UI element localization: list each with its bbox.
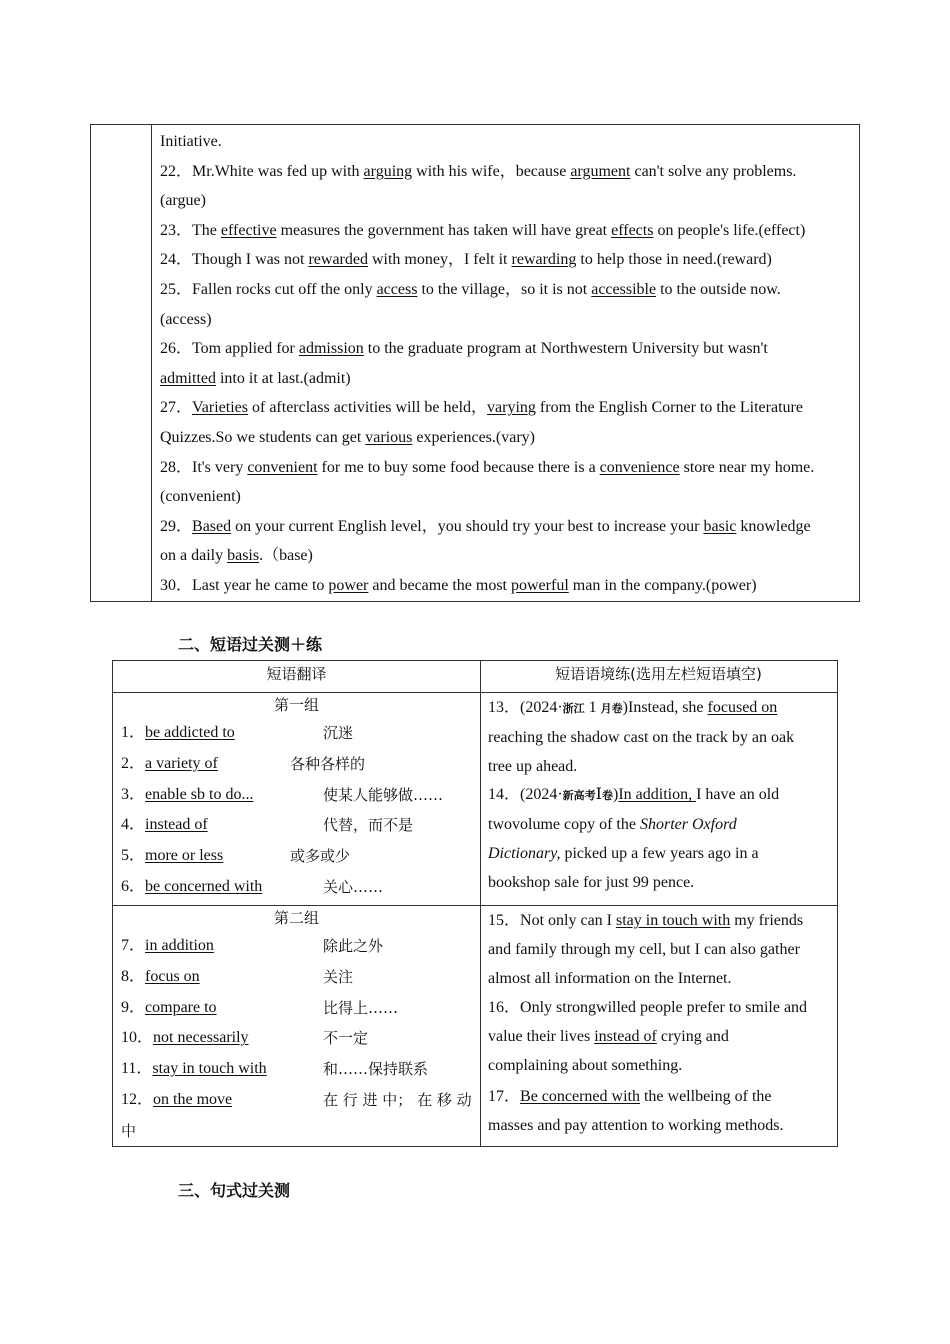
header-phrase-translation: 短语翻译	[266, 665, 327, 683]
example-16: 16．Only strongwilled people prefer to smile and value their lives instead of crying and complaining about something.	[488, 999, 808, 1074]
phrase-row: 8．focus on 关注	[121, 967, 354, 986]
list-item: Initiative.	[160, 133, 222, 150]
example-15: 15．Not only can I stay in touch with my friends and family through my cell, but I can also gather almost all information on the Internet.	[488, 912, 804, 987]
list-item: 25．Fallen rocks cut off the only access to the village，so it is not accessible to the outside now.	[160, 280, 781, 298]
group-title: 第二组	[273, 909, 319, 927]
section-3-heading: 三、句式过关测	[178, 1181, 291, 1200]
phrase-group-2: 第二组 7．in addition 除此之外 8．focus on 关注 9．compare to 比得上…… 10．not necessarily 不一定 11．stay in touch with 和……保持联系 12．on the move 在 行 进 中； 在 移 动 中	[113, 905, 480, 1147]
list-item: 26．Tom applied for admission to the graduate program at Northwestern University but wasn't	[160, 340, 768, 358]
list-item: 28．It's very convenient for me to buy some food because there is a convenience store near my home.	[160, 458, 815, 476]
table-divider	[480, 661, 481, 1146]
phrase-row: 2．a variety of 各种各样的	[121, 754, 366, 773]
list-item: 27．Varieties of afterclass activities will be held，varying from the English Corner to the Literature	[160, 399, 803, 417]
list-item: 30．Last year he came to power and became the most powerful man in the company.(power)	[160, 576, 757, 594]
table-left-column	[91, 125, 152, 601]
header-phrase-context: 短语语境练(选用左栏短语填空)	[555, 665, 762, 683]
phrase-row: 4．instead of 代替，而不是	[121, 816, 414, 835]
phrase-group-1	[113, 692, 480, 903]
phrase-row: 1．be addicted to 沉迷	[121, 724, 354, 742]
phrase-row: 9．compare to 比得上……	[121, 998, 399, 1017]
phrase-row: 12．on the move 在 行 进 中； 在 移 动	[121, 1090, 472, 1109]
phrase-row: 10．not necessarily 不一定	[121, 1029, 369, 1048]
example-13: 13．(2024·浙江 1 月卷)Instead, she focused on reaching the shadow cast on the track by an oak tree up ahead.	[488, 699, 795, 775]
group-title: 第一组	[273, 696, 319, 714]
phrase-row: 5．more or less 或多或少	[121, 847, 351, 866]
phrase-row: 11．stay in touch with 和……保持联系	[121, 1060, 429, 1079]
example-14: 14．(2024·新高考Ⅰ卷)In addition, I have an old twovolume copy of the Shorter Oxford Dictionary, picked up a few years ago in a bookshop sale for just 99 pence.	[488, 786, 780, 891]
phrase-row: 3．enable sb to do... 使某人能够做……	[121, 785, 444, 804]
list-item: 29．Based on your current English level，you should try your best to increase your basic knowledge	[160, 517, 811, 535]
word-form-table	[90, 124, 860, 602]
phrase-row: 6．be concerned with 关心……	[121, 877, 384, 896]
list-item: 22．Mr.White was fed up with arguing with his wife，because argument can't solve any problems.	[160, 162, 797, 180]
list-item: 23．The effective measures the government has taken will have great effects on people's life.(effect)	[160, 221, 806, 239]
phrase-table	[112, 660, 838, 1147]
word-form-items: Initiative. 22．Mr.White was fed up with arguing with his wife，because argument can't solve any problems. (argue) 23．The effective measures the government has taken will have great effects on people's life.(effect) 24．Though I was not rewarded with money，I felt it rewarding to help those in need.(reward) 25．Fallen rocks cut off the only access to the village，so it is not accessible to the outside now. (access) 26．Tom applied for admission to the graduate program at Northwestern University but wasn't admitted into it at last.(admit) 27．Varieties of afterclass activities will be held，varying from the English Corner to the Literature Quizzes.So we students can get various experiences.(vary) 28．It's very convenient for me to buy some food because there is a convenience store near my home. (convenient) 29．Based on your current English level，you should try your best to increase your basic knowledge on a daily basis.（base) 30．Last year he came to power and became the most powerful man in the company.(power)	[160, 127, 851, 601]
section-2-heading: 二、短语过关测＋练	[178, 635, 323, 654]
list-item: 24．Though I was not rewarded with money，I felt it rewarding to help those in need.(reward)	[160, 251, 772, 269]
example-17: 17．Be concerned with the wellbeing of the masses and pay attention to working methods.	[488, 1088, 784, 1134]
phrase-row: 7．in addition 除此之外	[121, 937, 384, 955]
